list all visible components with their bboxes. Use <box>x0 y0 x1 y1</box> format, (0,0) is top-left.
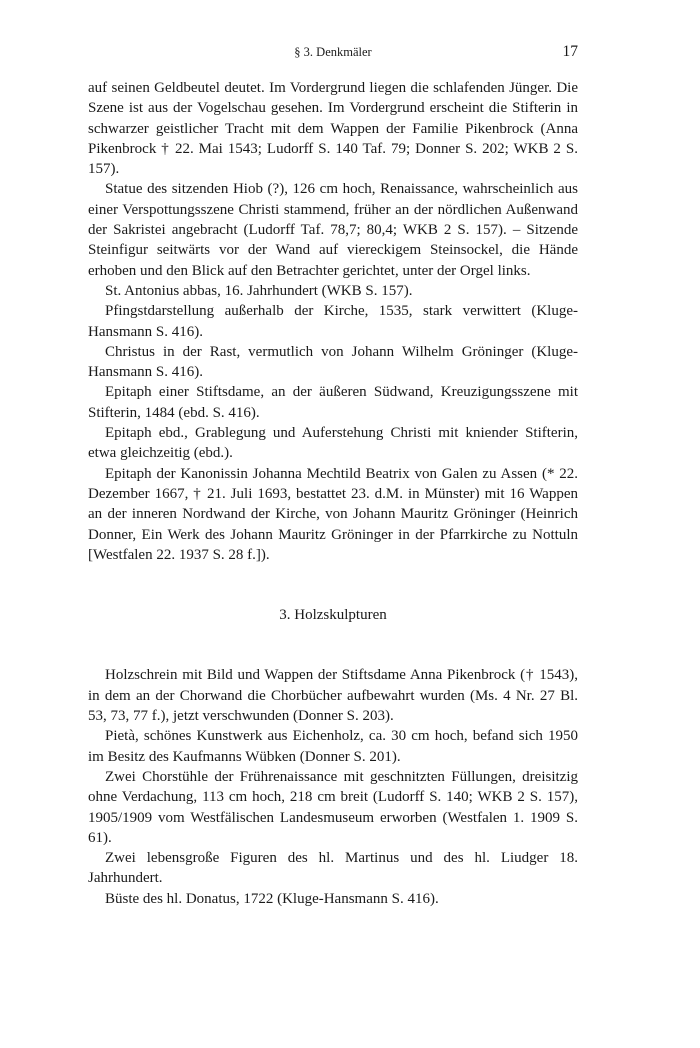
body-text <box>88 78 578 909</box>
paragraph: Pfingstdarstellung außerhalb der Kirche, 1535, stark verwittert (Kluge-Hansmann S. 416). <box>88 303 578 340</box>
paragraph: Holzschrein mit Bild und Wappen der Stiftsdame Anna Pikenbrock († 1543), in dem an der Chorwand die Chorbücher aufbewahrt wurden (Ms. 4 Nr. 27 Bl. 53, 73, 77 f.), jetzt verschwunden (Donner S. 203). <box>88 667 578 725</box>
paragraph: Epitaph einer Stiftsdame, an der äußeren Südwand, Kreuzigungsszene mit Stifterin, 1484 (ebd. S. 416). <box>88 384 578 421</box>
paragraph: auf seinen Geldbeutel deutet. Im Vordergrund liegen die schlafenden Jünger. Die Szene ist aus der Vogelschau gesehen. Im Vordergrund erscheint die Stifterin in schwarzer geistlicher Tracht mit dem Wappen der Familie Pikenbrock (Anna Pikenbrock † 22. Mai 1543; Ludorff S. 140 Taf. 79; Donner S. 202; WKB 2 S. 157). <box>88 80 578 178</box>
paragraph: Zwei Chorstühle der Frührenaissance mit geschnitzten Füllungen, dreisitzig ohne Verdachung, 113 cm hoch, 218 cm breit (Ludorff S. 140; WKB 2 S. 157), 1905/1909 vom Westfälischen Landesmuseum erworben (Westfalen 1. 1909 S. 61). <box>88 768 578 846</box>
paragraph: St. Antonius abbas, 16. Jahrhundert (WKB S. 157). <box>105 282 413 299</box>
paragraph: Christus in der Rast, vermutlich von Johann Wilhelm Gröninger (Kluge-Hansmann S. 416). <box>88 343 578 381</box>
paragraph: Pietà, schönes Kunstwerk aus Eichenholz, ca. 30 cm hoch, befand sich 1950 im Besitz des Kaufmanns Wübken (Donner S. 201). <box>88 728 578 765</box>
paragraph: Epitaph ebd., Grablegung und Auferstehung Christi mit kniender Stifterin, etwa gleichzeitig (ebd.). <box>88 425 578 462</box>
page-header <box>88 44 578 64</box>
section-heading: 3. Holzskulpturen <box>279 607 387 624</box>
paragraph: Büste des hl. Donatus, 1722 (Kluge-Hansmann S. 416). <box>105 890 439 907</box>
page-number: 17 <box>562 43 578 60</box>
paragraph: Statue des sitzenden Hiob (?), 126 cm hoch, Renaissance, wahrscheinlich aus einer Verspottungsszene Christi stammend, früher an der nördlichen Außenwand der Sakristei angebracht (Ludorff Taf. 78,7; 80,4; WKB 2 S. 157). – Sitzende Steinfigur seitwärts vor der Wand auf viereckigem Steinsockel, die Hände erhoben und den Blick auf den Betrachter gerichtet, unter der Orgel links. <box>88 181 578 279</box>
running-title: § 3. Denkmäler <box>294 45 372 59</box>
paragraph: Epitaph der Kanonissin Johanna Mechtild Beatrix von Galen zu Assen (* 22. Dezember 1667, † 21. Juli 1693, bestattet 23. d.M. in Münster) mit 16 Wappen an der inneren Nordwand der Kirche, von Johann Mauritz Gröninger (Heinrich Donner, Ein Werk des Johann Mauritz Gröninger in der Pfarrkirche zu Nottuln [Westfalen 22. 1937 S. 28 f.]). <box>88 465 578 563</box>
paragraph: Zwei lebensgroße Figuren des hl. Martinus und des hl. Liudger 18. Jahrhundert. <box>88 850 578 887</box>
